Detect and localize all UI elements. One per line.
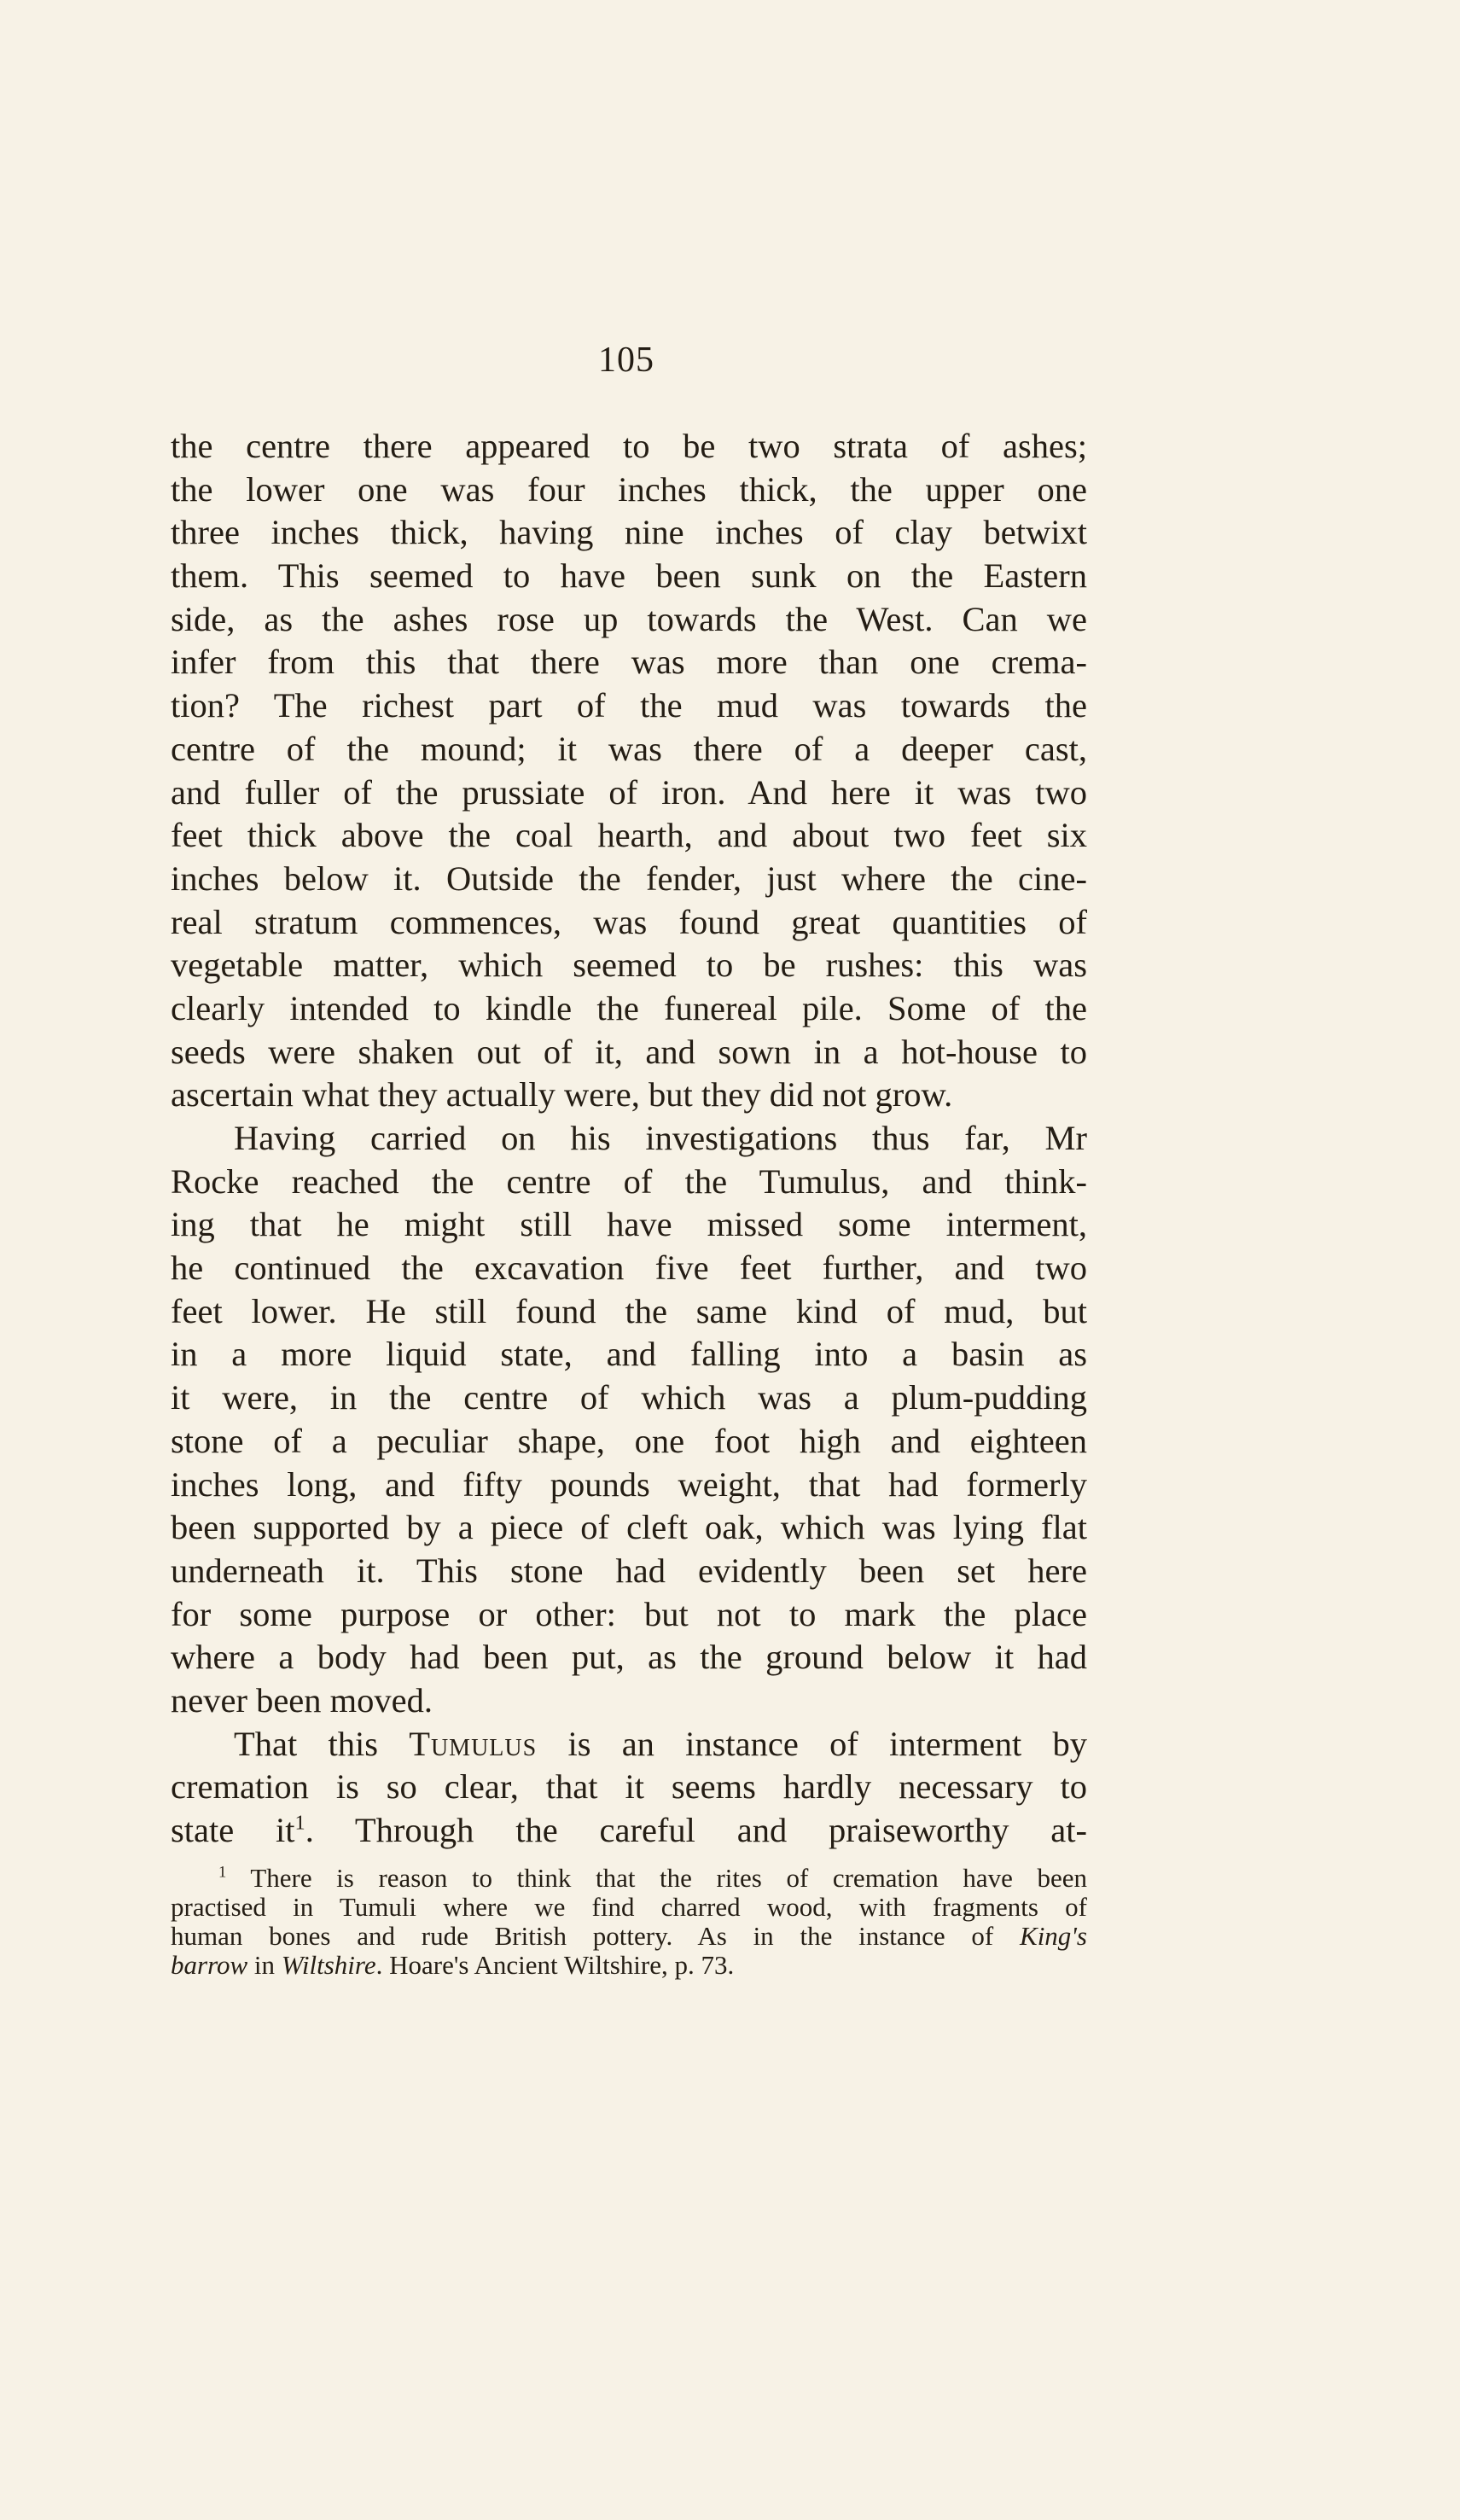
body-line: feet thick above the coal hearth, and about two feet six xyxy=(171,816,1087,855)
footnote-reference: 1 xyxy=(294,1811,305,1835)
body-line: centre of the mound; it was there of a deeper cast, xyxy=(171,729,1087,768)
text-run: is an instance of interment by xyxy=(537,1724,1087,1763)
body-line: feet lower. He still found the same kind of mud, but xyxy=(171,1291,1087,1330)
body-line: ascertain what they actually were, but they did not grow. xyxy=(171,1075,953,1115)
body-line: never been moved. xyxy=(171,1680,433,1720)
body-line: been supported by a piece of cleft oak, which was lying flat xyxy=(171,1508,1087,1547)
text-run: . Hoare's Ancient Wiltshire, p. 73. xyxy=(375,1950,735,1980)
italic-text: Wiltshire xyxy=(281,1950,376,1980)
body-line: it were, in the centre of which was a plum-pudding xyxy=(171,1378,1087,1417)
body-line xyxy=(171,1809,1087,1853)
body-line: vegetable matter, which seemed to be rushes: this was xyxy=(171,946,1087,985)
footnote-line xyxy=(171,1864,1087,1893)
body-line: the centre there appeared to be two strata of ashes; xyxy=(171,427,1087,465)
body-line: tion? The richest part of the mud was towards the xyxy=(171,686,1087,725)
body-text xyxy=(171,425,1087,1853)
footnote-line: practised in Tumuli where we find charred wood, with fragments of xyxy=(171,1892,1087,1922)
footnote-line xyxy=(171,1951,1087,1980)
body-line: cremation is so clear, that it seems hardly necessary to xyxy=(171,1767,1087,1807)
body-line: where a body had been put, as the ground below it had xyxy=(171,1638,1087,1677)
body-line: seeds were shaken out of it, and sown in a hot-house to xyxy=(171,1032,1087,1071)
body-line: and fuller of the prussiate of iron. And here it was two xyxy=(171,772,1087,812)
body-line: inches below it. Outside the fender, just where the cine- xyxy=(171,858,1087,898)
body-line xyxy=(171,1723,1087,1766)
body-line: stone of a peculiar shape, one foot high and eighteen xyxy=(171,1421,1087,1460)
body-line: underneath it. This stone had evidently been set here xyxy=(171,1551,1087,1590)
body-line: the lower one was four inches thick, the upper one xyxy=(171,469,1087,509)
text-run: state it xyxy=(171,1811,295,1849)
body-line: Having carried on his investigations thus far, Mr xyxy=(234,1119,1087,1157)
body-line: ing that he might still have missed some interment, xyxy=(171,1205,1087,1244)
text-run: human bones and rude British pottery. As in the instance of xyxy=(171,1921,1021,1951)
body-line: in a more liquid state, and falling into a basin as xyxy=(171,1335,1087,1374)
footnote-line xyxy=(171,1922,1087,1951)
page-number: 105 xyxy=(598,340,654,380)
italic-text: barrow xyxy=(171,1950,248,1980)
body-line: them. This seemed to have been sunk on the Eastern xyxy=(171,556,1087,596)
body-line: inches long, and fifty pounds weight, that had formerly xyxy=(171,1464,1087,1504)
footnote-marker: 1 xyxy=(218,1863,227,1882)
text-run: That this xyxy=(234,1724,410,1763)
body-line: side, as the ashes rose up towards the West. Can we xyxy=(171,599,1087,638)
footnote xyxy=(171,1864,1087,1980)
body-line: three inches thick, having nine inches of clay betwixt xyxy=(171,513,1087,552)
italic-text: King's xyxy=(1020,1921,1087,1951)
text-run: There is reason to think that the rites of cremation have been xyxy=(226,1863,1087,1893)
body-line: clearly intended to kindle the funereal pile. Some of the xyxy=(171,988,1087,1027)
tumulus-smallcaps: Tumulus xyxy=(409,1724,538,1763)
text-run: . Through the careful and praiseworthy at- xyxy=(305,1811,1087,1849)
body-line: for some purpose or other: but not to mark the place xyxy=(171,1594,1087,1633)
body-line: he continued the excavation five feet further, and two xyxy=(171,1248,1087,1288)
body-line: real stratum commences, was found great quantities of xyxy=(171,902,1087,941)
body-line: Rocke reached the centre of the Tumulus, and think- xyxy=(171,1161,1087,1201)
body-line: infer from this that there was more than one crema- xyxy=(171,643,1087,682)
text-run: in xyxy=(247,1950,282,1980)
